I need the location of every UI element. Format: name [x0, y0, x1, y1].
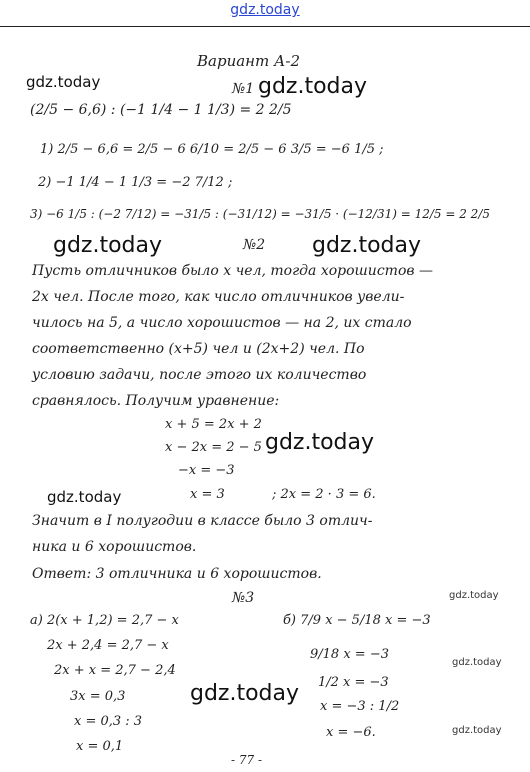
task2-conclusion-1: Значит в I полугодии в классе было 3 отлич-: [32, 513, 373, 529]
site-header: [0, 0, 530, 27]
task3b-line-1: б) 7/9 x − 5/18 x = −3: [283, 613, 431, 628]
task2-number: №2: [243, 237, 266, 253]
watermark: gdz.today: [452, 725, 502, 736]
task3a-line-2: 2x + 2,4 = 2,7 − x: [47, 638, 169, 653]
task3a-line-3: 2x + x = 2,7 − 2,4: [54, 663, 176, 678]
task2-conclusion-2: ника и 6 хорошистов.: [32, 539, 197, 555]
task3b-line-4: x = −3 : 1/2: [320, 699, 400, 714]
watermark: gdz.today: [258, 74, 368, 99]
task2-line-4: соответственно (x+5) чел и (2x+2) чел. По: [32, 341, 365, 357]
task2-equation-4: x = 3: [190, 487, 225, 502]
watermark: gdz.today: [312, 233, 422, 258]
task2-line-5: условию задачи, после этого их количество: [32, 367, 367, 383]
page-number: - 77 -: [231, 753, 263, 767]
watermark: gdz.today: [449, 590, 499, 601]
watermark: gdz.today: [190, 681, 300, 706]
task3b-line-5: x = −6.: [326, 725, 376, 740]
task3a-line-1: а) 2(x + 1,2) = 2,7 − x: [30, 613, 179, 628]
task2-line-1: Пусть отличников было x чел, тогда хорошистов —: [32, 263, 433, 279]
task3b-line-3: 1/2 x = −3: [318, 675, 389, 690]
task3a-line-4: 3x = 0,3: [70, 689, 126, 704]
task3a-line-5: x = 0,3 : 3: [74, 714, 143, 729]
task3-number: №3: [232, 590, 255, 606]
task3a-line-6: x = 0,1: [76, 739, 124, 754]
watermark: gdz.today: [265, 430, 375, 455]
task2-equation-1: x + 5 = 2x + 2: [165, 417, 262, 432]
task2-answer: Ответ: 3 отличника и 6 хорошистов.: [32, 566, 322, 582]
task2-aux-equation: ; 2x = 2 · 3 = 6.: [272, 487, 376, 502]
watermark: gdz.today: [26, 73, 101, 91]
task1-step3: 3) −6 1/5 : (−2 7/12) = −31/5 : (−31/12) = −31/5 · (−12/31) = 12/5 = 2 2/5: [30, 207, 490, 221]
task2-line-2: 2x чел. После того, как число отличников увели-: [32, 289, 405, 305]
task1-step1: 1) 2/5 − 6,6 = 2/5 − 6 6/10 = 2/5 − 6 3/5 = −6 1/5 ;: [40, 142, 384, 157]
task2-line-3: чилось на 5, а число хорошистов — на 2, их стало: [32, 315, 412, 331]
task1-problem: (2/5 − 6,6) : (−1 1/4 − 1 1/3) = 2 2/5: [30, 102, 292, 118]
task3b-line-2: 9/18 x = −3: [310, 647, 389, 662]
task2-equation-2: x − 2x = 2 − 5: [165, 440, 262, 455]
task2-equation-3: −x = −3: [178, 463, 235, 478]
task1-number: №1: [232, 81, 255, 97]
watermark: gdz.today: [53, 233, 163, 258]
watermark: gdz.today: [47, 488, 122, 506]
variant-title: Вариант А-2: [197, 52, 301, 70]
site-link[interactable]: gdz.today: [230, 2, 300, 18]
watermark: gdz.today: [452, 657, 502, 668]
task1-step2: 2) −1 1/4 − 1 1/3 = −2 7/12 ;: [38, 175, 233, 190]
task2-line-6: сравнялось. Получим уравнение:: [32, 393, 280, 409]
